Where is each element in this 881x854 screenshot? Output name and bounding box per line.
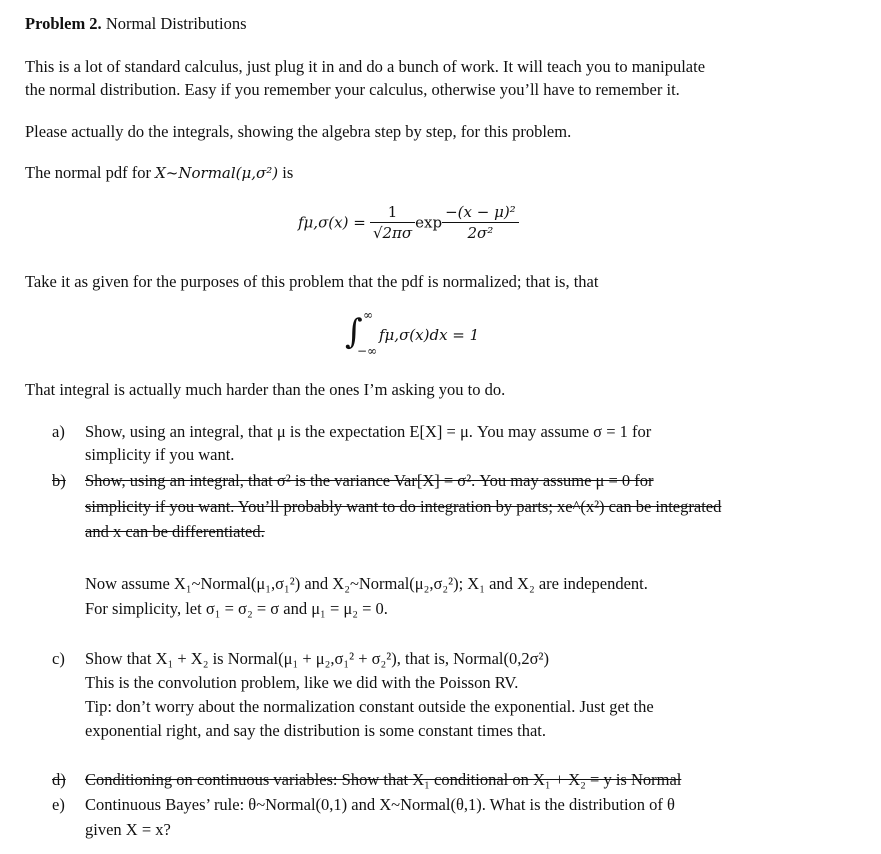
integral-upper-limit: ∞ (363, 308, 373, 322)
pdf-intro (25, 163, 293, 183)
pdf-lhs: fμ,σ(x) = (298, 213, 366, 232)
item-c-label: c) (52, 649, 65, 668)
item-b-line-2: simplicity if you want. You’ll probably want to do integration by parts; xe^(x²) can be integrated (85, 497, 722, 516)
item-a-label: a) (52, 422, 65, 441)
item-b-label: b) (52, 471, 66, 490)
item-e-label: e) (52, 795, 65, 814)
pdf-intro-before: The normal pdf for (25, 163, 156, 182)
item-e-line-1: Continuous Bayes’ rule: θ~Normal(0,1) and X~Normal(θ,1). What is the distribution of θ (85, 795, 675, 814)
intro-line-2: the normal distribution. Easy if you remember your calculus, otherwise you’ll have to remember it. (25, 80, 680, 99)
pdf-intro-math: X~Normal(μ,σ²) (155, 164, 279, 182)
pdf-intro-after: is (278, 163, 294, 182)
item-c-line-2: This is the convolution problem, like we did with the Poisson RV. (85, 673, 519, 692)
item-b-line-3: and x can be differentiated. (85, 522, 265, 541)
integral-sign: ∫ (345, 312, 363, 352)
item-c-line-4: exponential right, and say the distribution is some constant times that. (85, 721, 547, 740)
integral-body: fμ,σ(x)dx = 1 (379, 326, 480, 344)
exp-label: exp (415, 213, 443, 232)
normal-pdf-formula (298, 203, 519, 242)
item-d-line-1: Conditioning on continuous variables: Show that X₁ conditional on X₁ + X₂ = y is Normal (85, 770, 682, 789)
intro-line-1: This is a lot of standard calculus, just plug it in and do a bunch of work. It will teach you to manipulate (25, 57, 706, 76)
item-a-line-2: simplicity if you want. (85, 445, 235, 464)
exp-numerator: −(x − μ)² (442, 203, 519, 223)
problem-title (25, 14, 247, 34)
item-c-line-3: Tip: don’t worry about the normalization constant outside the exponential. Just get the (85, 697, 654, 716)
pdf-coefficient (370, 203, 415, 242)
assumption-line-1: Now assume X₁~Normal(μ₁,σ₁²) and X₂~Normal(μ₂,σ₂²); X₁ and X₂ are independent. (85, 574, 648, 593)
pdf-coefficient-numerator: 1 (370, 203, 415, 223)
harder-note: That integral is actually much harder than the ones I’m asking you to do. (25, 380, 506, 399)
item-e-line-2: given X = x? (85, 820, 171, 839)
assumption-line-2: For simplicity, let σ₁ = σ₂ = σ and μ₁ = μ₂ = 0. (85, 599, 388, 618)
exp-denominator: 2σ² (467, 224, 494, 242)
item-c-line-1: Show that X₁ + X₂ is Normal(μ₁ + μ₂,σ₁² + σ₂²), that is, Normal(0,2σ²) (85, 649, 549, 668)
item-b-line-1: Show, using an integral, that σ² is the variance Var[X] = σ². You may assume μ = 0 for (85, 471, 654, 490)
problem-topic: Normal Distributions (105, 14, 247, 33)
pdf-coefficient-denominator: √2πσ (372, 224, 413, 242)
item-a-line-1: Show, using an integral, that μ is the expectation E[X] = μ. You may assume σ = 1 for (85, 422, 652, 441)
item-d-label: d) (52, 770, 66, 789)
instruction-line: Please actually do the integrals, showing the algebra step by step, for this problem. (25, 122, 572, 141)
integral-lower-limit: −∞ (357, 344, 378, 358)
problem-number: Problem 2. (25, 14, 102, 33)
normalized-statement: Take it as given for the purposes of this problem that the pdf is normalized; that is, that (25, 272, 599, 291)
exp-argument (442, 203, 519, 242)
